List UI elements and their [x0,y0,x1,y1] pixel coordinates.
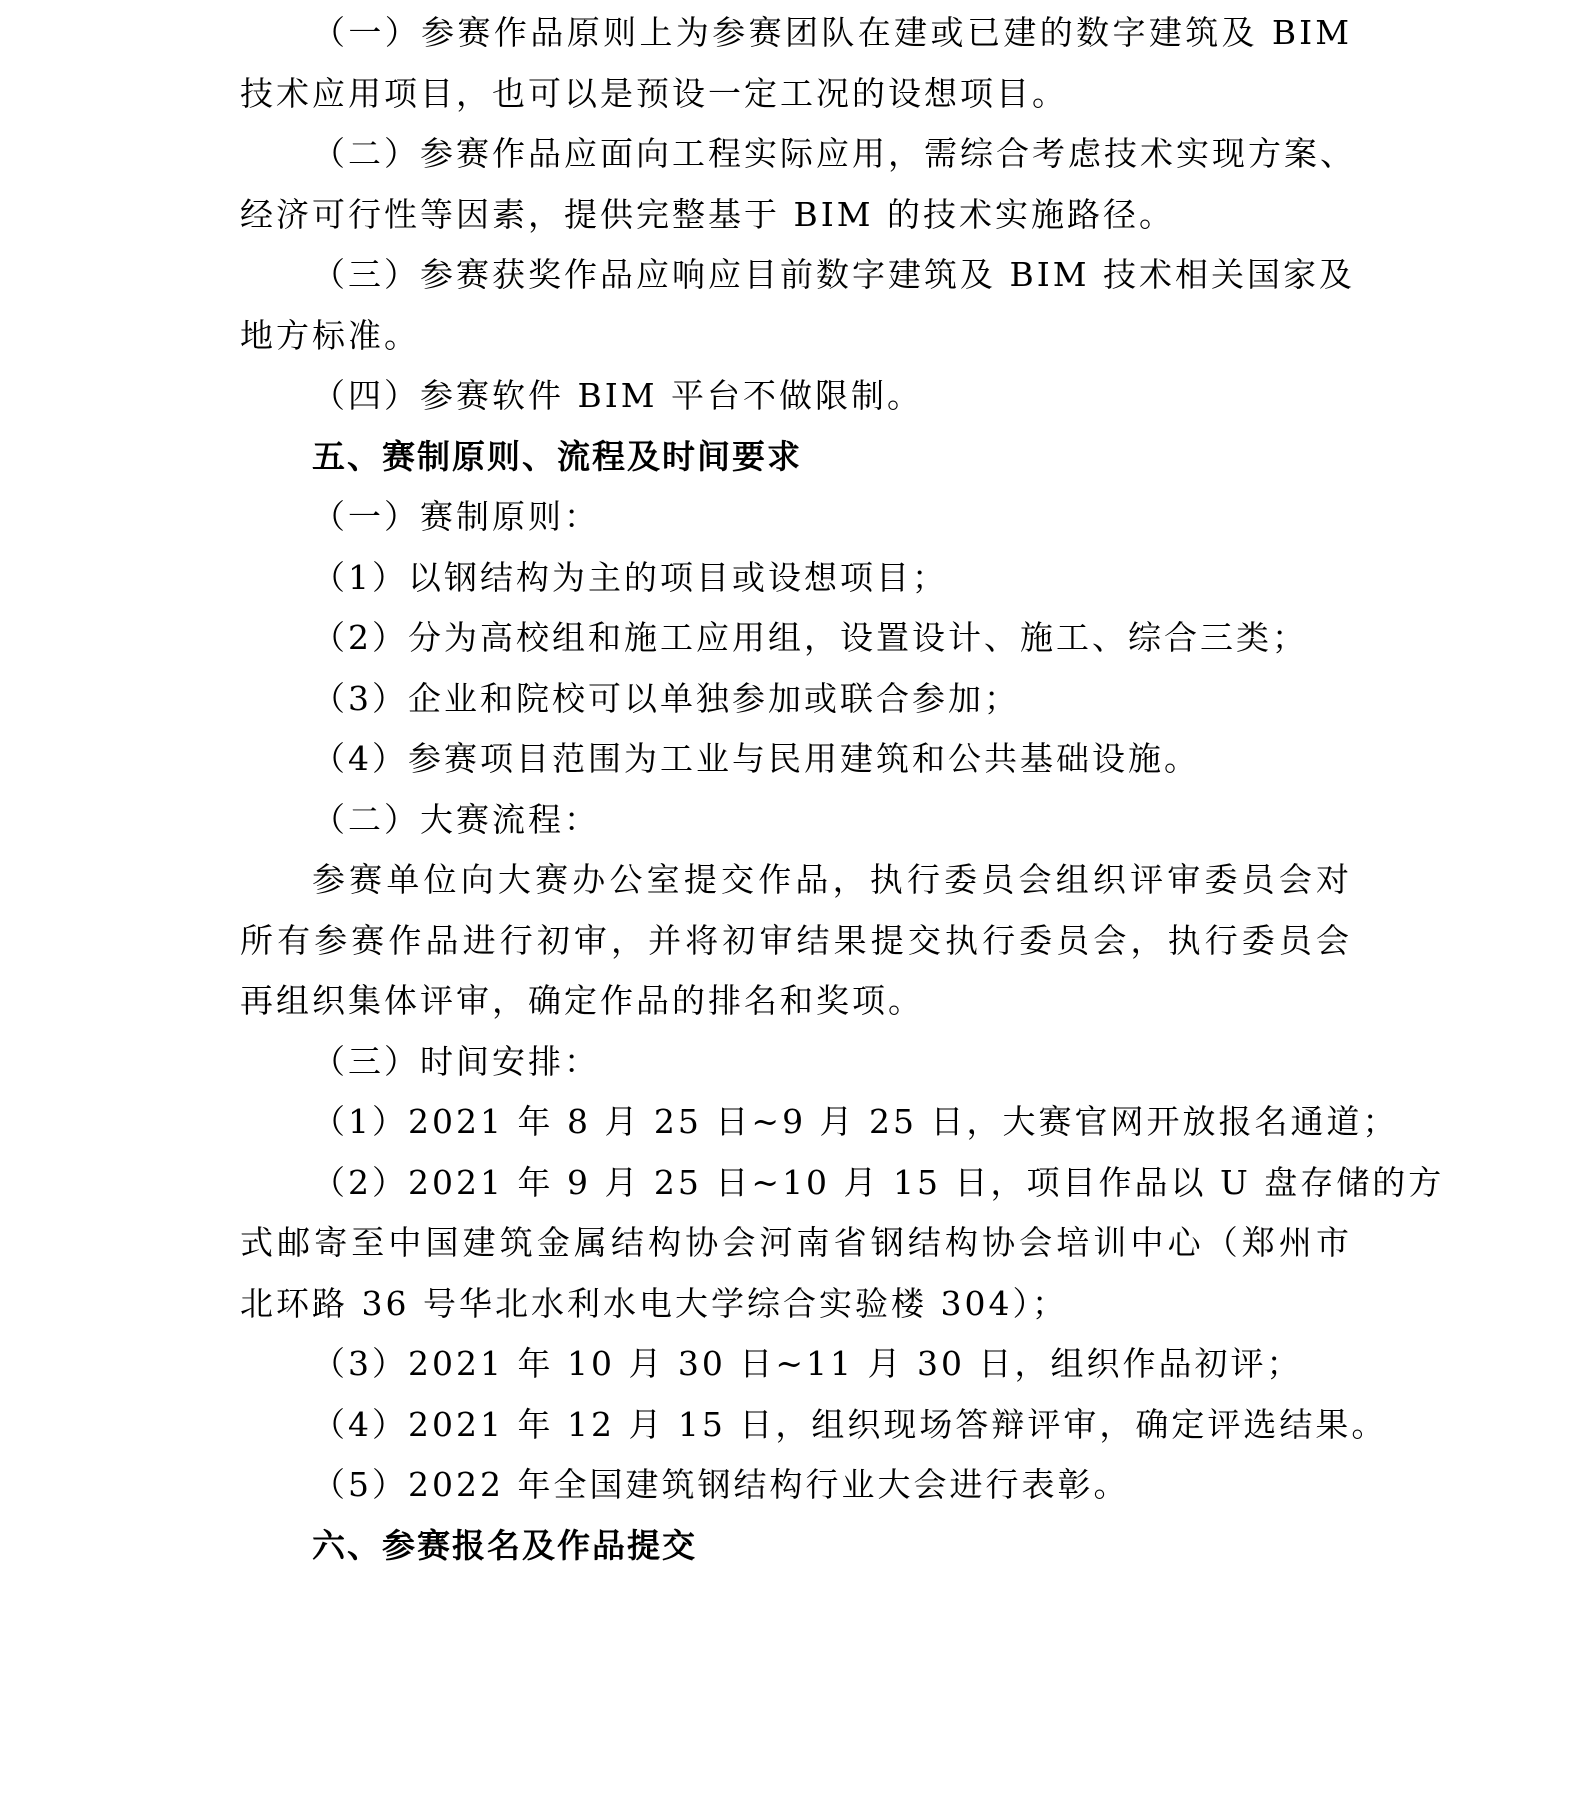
paragraph-line: （一）参赛作品原则上为参赛团队在建或已建的数字建筑及 BIM [312,13,1352,52]
paragraph-line: 再组织集体评审，确定作品的排名和奖项。 [240,981,924,1020]
list-item: （2）2021 年 9 月 25 日~10 月 15 日，项目作品以 U 盘存储的方 [312,1163,1445,1202]
list-item: （1）2021 年 8 月 25 日~9 月 25 日，大赛官网开放报名通道； [312,1102,1399,1141]
paragraph-line: 经济可行性等因素，提供完整基于 BIM 的技术实施路径。 [240,195,1176,234]
list-item: （3）2021 年 10 月 30 日~11 月 30 日，组织作品初评； [312,1344,1303,1383]
paragraph-line: 式邮寄至中国建筑金属结构协会河南省钢结构协会培训中心（郑州市 [240,1223,1352,1262]
paragraph-line: （四）参赛软件 BIM 平台不做限制。 [312,376,924,415]
list-item: （1）以钢结构为主的项目或设想项目； [312,558,948,597]
section-heading: 五、赛制原则、流程及时间要求 [312,437,802,476]
list-item: （4）参赛项目范围为工业与民用建筑和公共基础设施。 [312,739,1200,778]
paragraph-line: （二）参赛作品应面向工程实际应用，需综合考虑技术实现方案、 [312,134,1356,173]
paragraph-line: （三）参赛获奖作品应响应目前数字建筑及 BIM 技术相关国家及 [312,255,1356,294]
paragraph-line: 北环路 36 号华北水利水电大学综合实验楼 304）； [240,1284,1068,1323]
list-item: （4）2021 年 12 月 15 日，组织现场答辩评审，确定评选结果。 [312,1405,1388,1444]
list-item: （5）2022 年全国建筑钢结构行业大会进行表彰。 [312,1465,1130,1504]
paragraph-line: 参赛单位向大赛办公室提交作品，执行委员会组织评审委员会对 [312,860,1352,899]
subsection-heading: （三）时间安排： [312,1042,600,1081]
subsection-heading: （二）大赛流程： [312,800,600,839]
paragraph-line: 地方标准。 [240,316,420,355]
list-item: （2）分为高校组和施工应用组，设置设计、施工、综合三类； [312,618,1308,657]
paragraph-line: 所有参赛作品进行初审，并将初审结果提交执行委员会，执行委员会 [240,921,1352,960]
list-item: （3）企业和院校可以单独参加或联合参加； [312,679,1020,718]
subsection-heading: （一）赛制原则： [312,497,600,536]
paragraph-line: 技术应用项目，也可以是预设一定工况的设想项目。 [240,74,1068,113]
section-heading: 六、参赛报名及作品提交 [312,1526,697,1565]
